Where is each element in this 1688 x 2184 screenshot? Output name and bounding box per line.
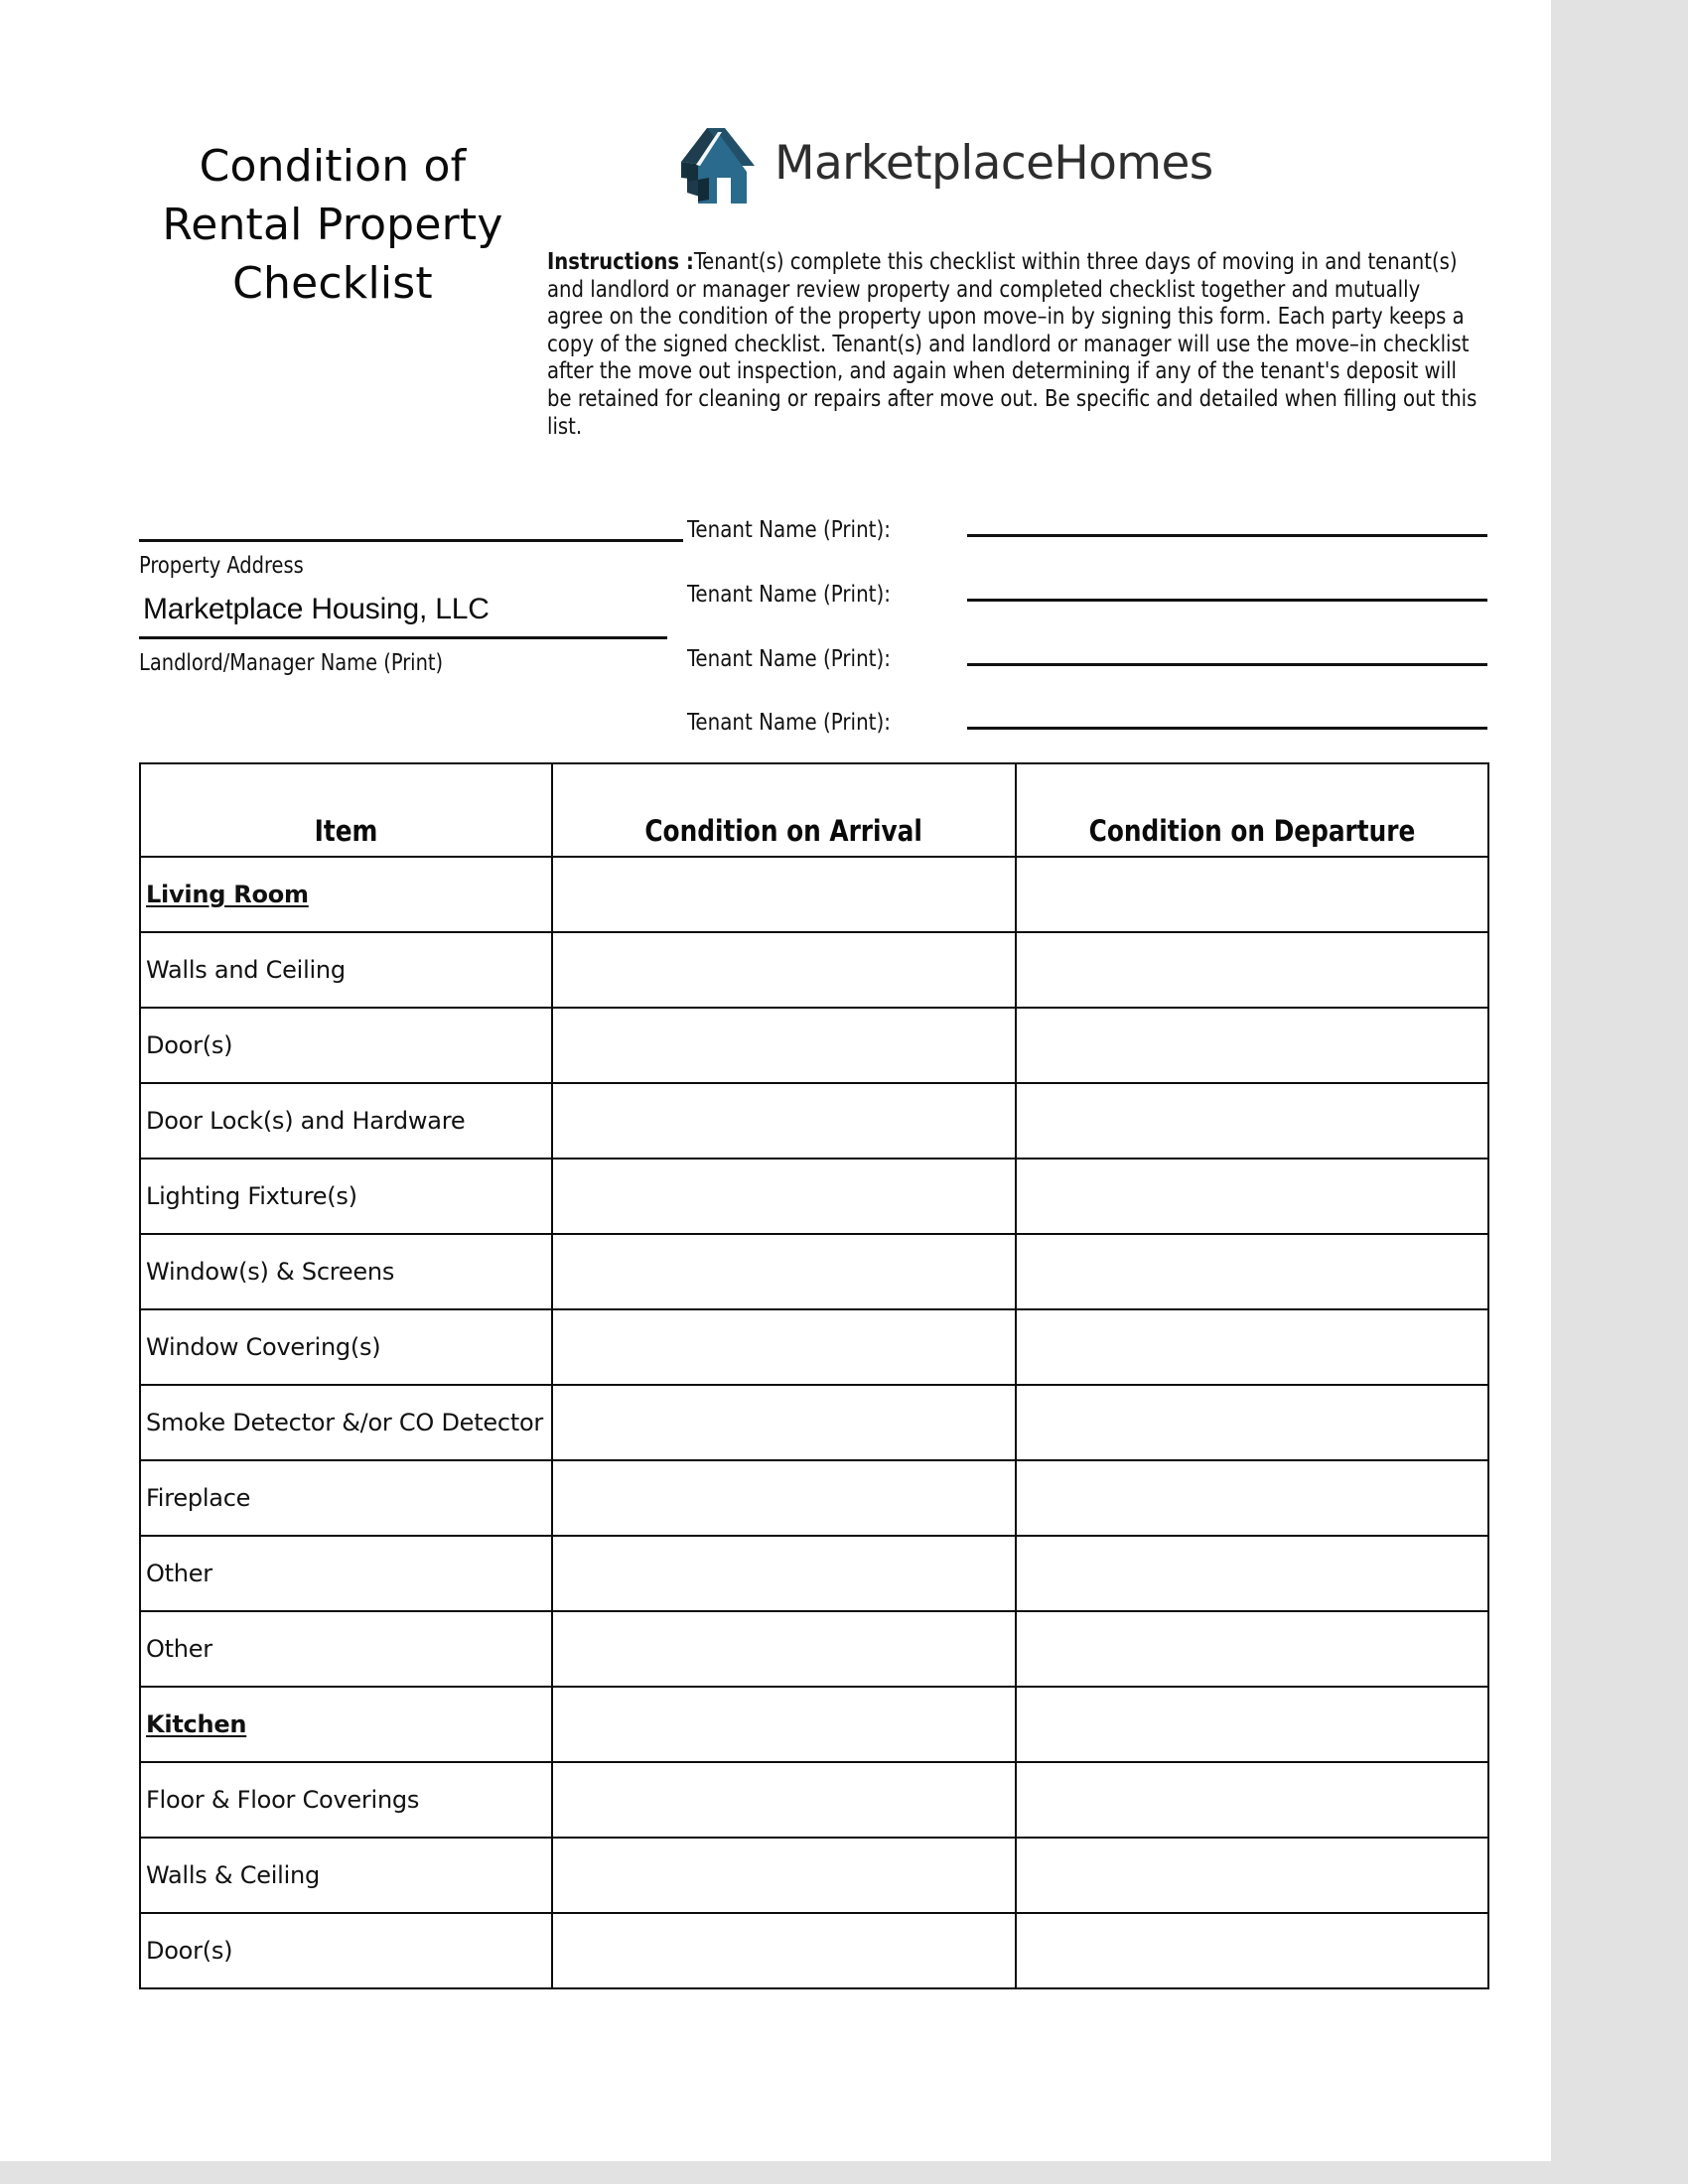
- condition-on-departure-cell[interactable]: [1016, 1536, 1488, 1611]
- item-label: Window(s) & Screens: [146, 1258, 395, 1286]
- section-heading-cell: [140, 857, 552, 932]
- item-cell: [140, 1234, 552, 1309]
- item-cell: [140, 1309, 552, 1385]
- table-body: [140, 857, 1488, 1988]
- item-label: Smoke Detector &/or CO Detector: [146, 1409, 544, 1436]
- condition-on-arrival-cell[interactable]: [552, 1838, 1016, 1913]
- table-header-row: [140, 763, 1488, 857]
- item-cell: [140, 1008, 552, 1083]
- condition-on-departure-cell[interactable]: [1016, 1687, 1488, 1762]
- condition-on-arrival-cell[interactable]: [552, 1083, 1016, 1159]
- item-cell: [140, 1460, 552, 1536]
- condition-on-departure-cell[interactable]: [1016, 1385, 1488, 1460]
- condition-on-arrival-cell[interactable]: [552, 1008, 1016, 1083]
- item-cell: [140, 1536, 552, 1611]
- item-label: Kitchen: [146, 1710, 247, 1738]
- item-label: Lighting Fixture(s): [146, 1182, 357, 1210]
- item-label: Walls & Ceiling: [146, 1861, 320, 1889]
- brand-logo: [679, 107, 1213, 218]
- condition-on-arrival-cell[interactable]: [552, 1309, 1016, 1385]
- property-address-rule: [139, 539, 683, 542]
- item-label: Door(s): [146, 1031, 233, 1059]
- condition-on-departure-cell[interactable]: [1016, 1234, 1488, 1309]
- condition-on-arrival-cell[interactable]: [552, 1159, 1016, 1234]
- table-row: [140, 1460, 1488, 1536]
- item-cell: [140, 1913, 552, 1988]
- condition-on-departure-cell[interactable]: [1016, 1913, 1488, 1988]
- item-cell: [140, 1385, 552, 1460]
- landlord-name-caption: Landlord/Manager Name (Print): [139, 650, 444, 676]
- page-title-line-3: Checklist: [232, 258, 433, 309]
- condition-on-departure-cell[interactable]: [1016, 932, 1488, 1008]
- brand-wordmark: MarketplaceHomes: [774, 135, 1213, 191]
- column-header-item: Item: [140, 763, 552, 857]
- table-row: [140, 1687, 1488, 1762]
- table-header: [140, 763, 1488, 857]
- property-address-caption: Property Address: [139, 553, 304, 579]
- condition-on-departure-cell[interactable]: [1016, 857, 1488, 932]
- condition-on-departure-cell[interactable]: [1016, 1083, 1488, 1159]
- instructions-paragraph: [547, 248, 1479, 440]
- condition-on-departure-cell[interactable]: [1016, 1008, 1488, 1083]
- condition-on-arrival-cell[interactable]: [552, 932, 1016, 1008]
- condition-on-arrival-cell[interactable]: [552, 1385, 1016, 1460]
- item-label: Door(s): [146, 1937, 233, 1965]
- condition-on-departure-cell[interactable]: [1016, 1611, 1488, 1687]
- page-title-line-1: Condition of: [199, 141, 467, 192]
- table-row: [140, 1309, 1488, 1385]
- item-label: Other: [146, 1635, 212, 1663]
- condition-on-arrival-cell[interactable]: [552, 1762, 1016, 1838]
- document-header: [0, 0, 1551, 496]
- item-cell: [140, 1159, 552, 1234]
- tenant-name-rule-4[interactable]: [967, 727, 1487, 730]
- column-header-condition-on-departure: Condition on Departure: [1016, 763, 1488, 857]
- section-heading-cell: [140, 1687, 552, 1762]
- table-row: [140, 1159, 1488, 1234]
- instructions-body: Tenant(s) complete this checklist within three days of moving in and tenant(s) and landlord or manager review property and completed checklist together and mutually agree on the condition of the property upon move–in by signing this form. Each party keeps a copy of the signed checklist. Tenant(s) and landlord or manager will use the move–in checklist after the move out inspection, and again when determining if any of the tenant's deposit will be retained for cleaning or repairs after move out. Be specific and detailed when filling out this list.: [547, 247, 1477, 440]
- tenant-name-rule-1[interactable]: [967, 534, 1487, 537]
- table-row: [140, 1536, 1488, 1611]
- item-label: Other: [146, 1560, 212, 1587]
- table-row: [140, 932, 1488, 1008]
- condition-on-arrival-cell[interactable]: [552, 857, 1016, 932]
- landlord-name-rule: [139, 636, 667, 639]
- tenant-name-label-2: Tenant Name (Print):: [687, 580, 891, 608]
- condition-on-arrival-cell[interactable]: [552, 1687, 1016, 1762]
- table-row: [140, 1008, 1488, 1083]
- condition-on-arrival-cell[interactable]: [552, 1913, 1016, 1988]
- condition-on-arrival-cell[interactable]: [552, 1460, 1016, 1536]
- tenant-name-rule-2[interactable]: [967, 599, 1487, 602]
- tenant-name-rule-3[interactable]: [967, 663, 1487, 666]
- instructions-label: Instructions :: [547, 247, 694, 275]
- table-row: [140, 1083, 1488, 1159]
- condition-on-departure-cell[interactable]: [1016, 1309, 1488, 1385]
- condition-on-departure-cell[interactable]: [1016, 1159, 1488, 1234]
- table-row: [140, 1385, 1488, 1460]
- condition-on-departure-cell[interactable]: [1016, 1762, 1488, 1838]
- item-label: Living Room: [146, 881, 309, 908]
- table-row: [140, 1611, 1488, 1687]
- item-label: Walls and Ceiling: [146, 956, 346, 984]
- table-row: [140, 1234, 1488, 1309]
- item-label: Floor & Floor Coverings: [146, 1786, 420, 1814]
- tenant-name-label-4: Tenant Name (Print):: [687, 708, 891, 736]
- house-logo-icon: [679, 118, 757, 207]
- item-cell: [140, 1838, 552, 1913]
- item-cell: [140, 1611, 552, 1687]
- page-title: [119, 137, 546, 313]
- condition-on-departure-cell[interactable]: [1016, 1838, 1488, 1913]
- page-title-line-2: Rental Property: [162, 200, 503, 250]
- condition-checklist-table: [139, 762, 1489, 1989]
- table-row: [140, 1913, 1488, 1988]
- condition-on-arrival-cell[interactable]: [552, 1536, 1016, 1611]
- item-label: Door Lock(s) and Hardware: [146, 1107, 466, 1135]
- column-header-condition-on-arrival: Condition on Arrival: [552, 763, 1016, 857]
- tenant-name-label-1: Tenant Name (Print):: [687, 515, 891, 543]
- condition-on-arrival-cell[interactable]: [552, 1234, 1016, 1309]
- tenant-name-label-3: Tenant Name (Print):: [687, 644, 891, 672]
- table-row: [140, 857, 1488, 932]
- table-row: [140, 1762, 1488, 1838]
- item-label: Window Covering(s): [146, 1333, 381, 1361]
- landlord-name-value[interactable]: Marketplace Housing, LLC: [143, 593, 490, 625]
- item-cell: [140, 1083, 552, 1159]
- item-cell: [140, 932, 552, 1008]
- item-label: Fireplace: [146, 1484, 251, 1512]
- condition-on-departure-cell[interactable]: [1016, 1460, 1488, 1536]
- item-cell: [140, 1762, 552, 1838]
- condition-on-arrival-cell[interactable]: [552, 1611, 1016, 1687]
- table-row: [140, 1838, 1488, 1913]
